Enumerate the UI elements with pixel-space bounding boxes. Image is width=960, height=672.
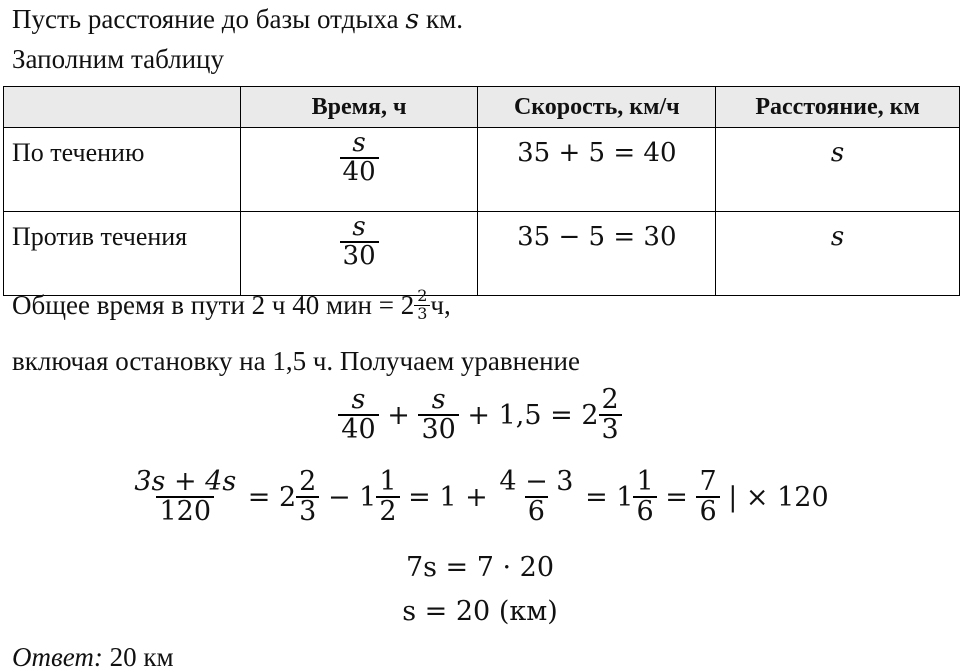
total-time-unit: ч, [430,289,451,320]
frac-numerator: s [352,212,366,242]
equation-3: 7s = 7 · 20 [405,552,555,583]
fraction [338,386,378,445]
frac-numerator: s [351,384,366,415]
frac-numerator: 2 [601,384,619,415]
equation-2 [0,468,960,527]
time-fraction [340,130,379,187]
frac-numerator: s [431,384,446,415]
frac-numerator: 1 [379,466,397,497]
answer-label: Ответ: [12,642,103,672]
total-time-text: Общее время в пути 2 ч 40 мин = 2 [12,289,415,320]
distance-cell: s [716,212,960,296]
frac-denominator: 6 [696,496,719,526]
expression: = [665,481,688,513]
intro-text: Пусть расстояние до базы отдыха [12,4,406,34]
row-label: По течению [4,128,241,212]
stop-line: включая остановку на 1,5 ч. Получаем уравнение [12,346,580,376]
intro-line-1 [12,6,463,33]
frac-numerator: 2 [417,286,428,305]
intro-line-2: Заполним таблицу [12,44,225,74]
expression: | × 120 [728,481,829,513]
speed-cell: 35 − 5 = 30 [478,212,716,296]
distance-cell: s [716,128,960,212]
table-row [4,128,960,212]
fraction [633,468,656,527]
total-time-line [12,288,451,323]
expression: + 1,5 = 2 [467,399,599,431]
frac-denominator: 3 [599,414,622,444]
frac-numerator: s [352,128,366,158]
row-label: Против течения [4,212,241,296]
intro-unit: км. [419,4,463,34]
frac-denominator: 6 [525,496,548,526]
variable-s: s [405,4,420,35]
expression: = 2 [247,481,297,513]
header-distance: Расстояние, км [716,87,960,128]
answer-value: 20 км [102,642,174,672]
fraction [418,386,458,445]
fraction [296,468,319,527]
frac-denominator: 6 [633,496,656,526]
equation-1 [0,386,960,445]
header-empty [4,87,241,128]
fraction [496,468,576,527]
expression: = 1 + [408,481,488,513]
speed-cell: 35 + 5 = 40 [478,128,716,212]
fraction [696,468,719,527]
time-cell [240,212,478,296]
frac-numerator: 1 [636,466,654,497]
frac-denominator: 120 [156,496,214,526]
frac-denominator: 40 [340,157,379,186]
frac-denominator: 30 [340,241,379,270]
frac-denominator: 3 [296,496,319,526]
table-header-row [4,87,960,128]
header-speed: Скорость, км/ч [478,87,716,128]
fraction [131,468,239,527]
table-row [4,212,960,296]
fraction [376,468,399,527]
operator: + [387,399,410,431]
frac-denominator: 30 [418,414,458,444]
data-table [3,86,960,296]
answer-line [12,644,174,671]
time-fraction [340,214,379,271]
equation-4: s = 20 (км) [402,596,558,627]
frac-denominator: 2 [376,496,399,526]
time-cell [240,128,478,212]
two-thirds-fraction [414,288,430,323]
frac-numerator: 2 [299,466,317,497]
frac-numerator: 4 − 3 [499,466,574,497]
header-time: Время, ч [240,87,478,128]
fraction [599,386,622,445]
expression: = 1 [585,481,634,513]
frac-denominator: 3 [414,305,430,323]
frac-numerator: 3s + 4s [134,466,237,497]
expression: − 1 [327,481,377,513]
frac-denominator: 40 [338,414,378,444]
frac-numerator: 7 [699,466,717,497]
